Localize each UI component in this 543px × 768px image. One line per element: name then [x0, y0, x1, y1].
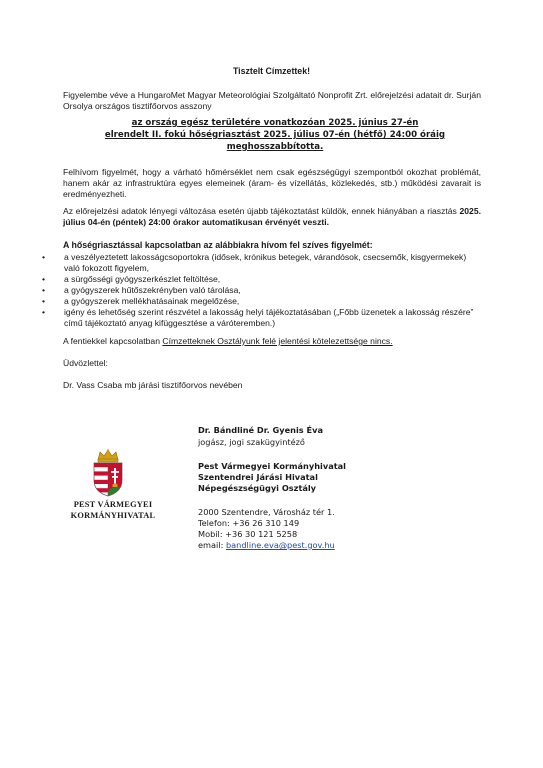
bullet-icon: •	[42, 252, 46, 262]
validity-paragraph	[63, 206, 481, 228]
bullet-icon: •	[42, 285, 46, 295]
list-item	[42, 296, 482, 307]
coat-of-arms-icon	[88, 448, 128, 498]
signer-line: Dr. Vass Csaba mb járási tisztifőorvos nevében	[63, 380, 243, 390]
list-item	[42, 252, 482, 274]
list-item-text: a gyógyszerek hűtőszekrényben való tárolása,	[64, 285, 241, 295]
list-item	[42, 285, 482, 296]
reporting-paragraph	[63, 336, 481, 347]
announcement	[90, 117, 460, 153]
announcement-line: az ország egész területére vonatkozóan 2025. június 27-én	[131, 118, 419, 128]
recommendation-list	[42, 252, 482, 329]
closing: Üdvözlettel:	[63, 358, 108, 368]
validity-deadline: 2025. július 04-én (péntek) 24:00 órakor automatikusan érvényét veszti.	[63, 206, 481, 227]
address: 2000 Szentendre, Városház tér 1.	[198, 507, 335, 517]
validity-text: Az előrejelzési adatok lényegi változása esetén újabb tájékoztatást küldök, ennek hiányában a riasztás	[63, 206, 460, 216]
mobile-number: Mobil: +36 30 121 5258	[198, 529, 298, 539]
warning-paragraph: Felhívom figyelmét, hogy a várható hőmérséklet nem csak egészségügyi szempontból okozhat problémát, hanem akár az infrastruktúra egyes elemeinek (áram- és vízellátás, közlekedés, stb.) működési zavarait is eredményezheti.	[63, 167, 481, 199]
organization-department: Népegészségügyi Osztály	[198, 483, 317, 493]
email-link[interactable]: bandline.eva@pest.gov.hu	[225, 540, 335, 550]
bullet-icon: •	[42, 274, 46, 284]
reporting-note: Címzetteknek Osztályunk felé jelentési kötelezettsége nincs.	[162, 336, 393, 346]
list-item-text: a veszélyeztetett lakosságcsoportokra (idősek, krónikus betegek, várandósok, csecsemők, kisgyermekek) való fokozott figyelem,	[64, 252, 467, 273]
logo-text-line: PEST VÁRMEGYEI	[73, 500, 153, 509]
bullet-icon: •	[42, 296, 46, 306]
reporting-text: A fentiekkel kapcsolatban	[63, 336, 163, 346]
email-label: email:	[198, 540, 226, 550]
intro-paragraph: Figyelembe véve a HungaroMet Magyar Meteorológiai Szolgáltató Nonprofit Zrt. előrejelzési adatait dr. Surján Orsolya országos tisztifőorvos asszony	[63, 90, 481, 111]
list-item-text: a gyógyszerek mellékhatásainak megelőzése,	[64, 296, 240, 306]
email-line	[198, 540, 335, 551]
phone-number: Telefon: +36 26 310 149	[198, 518, 300, 528]
signatory-name: Dr. Bándliné Dr. Gyenis Éva	[198, 425, 323, 435]
announcement-line: meghosszabbította.	[226, 142, 324, 152]
greeting: Tisztelt Címzettek!	[232, 66, 311, 76]
list-item-text: igény és lehetőség szerint részvétel a lakosság helyi tájékoztatásában („Főbb üzenetek a lakosság részére” című tájékoztató anyag kifüggesztése a váróteremben.)	[64, 307, 474, 328]
list-item-text: a sürgősségi gyógyszerkészlet feltöltése,	[64, 274, 221, 284]
logo-text-line: KORMÁNYHIVATAL	[70, 511, 156, 520]
organization-office: Szentendrei Járási Hivatal	[198, 472, 318, 482]
announcement-line: elrendelt II. fokú hőségriasztást 2025. július 07-én (hétfő) 24:00 óráig	[104, 130, 446, 140]
list-heading: A hőségriasztással kapcsolatban az alábbiakra hívom fel szíves figyelmét:	[63, 240, 373, 250]
list-item	[42, 274, 482, 285]
bullet-icon: •	[42, 307, 46, 317]
signatory-title: jogász, jogi szakügyintéző	[198, 437, 305, 447]
organization-name: Pest Vármegyei Kormányhivatal	[198, 461, 346, 471]
list-item	[42, 307, 482, 329]
